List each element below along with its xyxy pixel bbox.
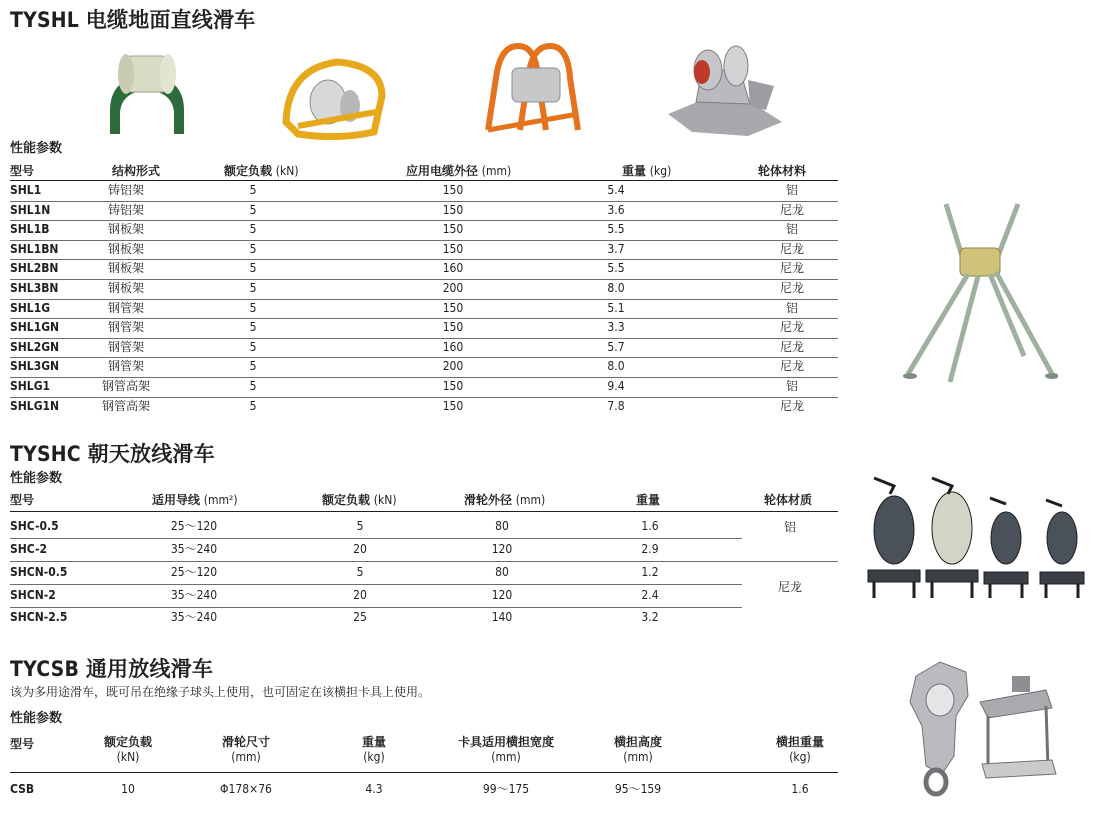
- table-cell: 8.0: [607, 281, 625, 295]
- table-cell: 尼龙: [779, 339, 804, 354]
- product-image-high-stand-roller: [898, 198, 1058, 388]
- s3-header-weight: 重量 (kg): [361, 735, 386, 764]
- table-cell: SHCN-0.5: [10, 565, 68, 579]
- table-cell: 9.4: [607, 379, 625, 393]
- product-image-cast-aluminum-roller: [100, 48, 195, 136]
- table-cell: 2.4: [641, 588, 659, 602]
- table-cell: SHL1BN: [10, 241, 59, 256]
- product-image-universal-pulley: [896, 656, 1086, 802]
- s3-header-crossarm-width: 卡具适用横担宽度 (mm): [457, 735, 554, 764]
- table-cell: 7.8: [607, 398, 625, 413]
- table-cell: 5: [249, 339, 257, 354]
- table-cell: 铝: [785, 379, 798, 393]
- s2-material-nylon: 尼龙: [777, 580, 802, 594]
- s2-header-conductor: 适用导线 (mm²): [152, 493, 238, 507]
- section2-params-label: 性能参数: [10, 471, 63, 486]
- table-cell: 3.6: [607, 202, 625, 217]
- table-cell: 尼龙: [779, 281, 804, 295]
- table-cell: 钢板架: [107, 241, 144, 256]
- s1-header-wheel-material: 轮体材料: [758, 164, 807, 178]
- table-cell: 铸铝架: [107, 183, 144, 197]
- s2-header-rated-load: 额定负载 (kN): [322, 493, 397, 507]
- table-cell: 20: [353, 588, 367, 602]
- table-cell: 钢管架: [107, 320, 144, 335]
- table-cell: 5: [249, 202, 257, 217]
- table-cell: SHC-2: [10, 542, 48, 556]
- table-cell: SHL1: [10, 183, 42, 197]
- table-cell: 5: [356, 565, 364, 579]
- table-cell: CSB: [10, 782, 35, 796]
- table-cell: 5.5: [607, 222, 625, 237]
- table-cell: 160: [442, 339, 464, 354]
- table-cell: 2.9: [641, 542, 659, 556]
- section3-description: 该为多用途滑车，既可吊在绝缘子球头上使用，也可固定在该横担卡具上使用。: [10, 685, 431, 699]
- table-cell: 5: [249, 379, 257, 393]
- table-cell: 1.6: [791, 782, 809, 796]
- table-cell: SHL1N: [10, 202, 51, 217]
- table-cell: SHL2BN: [10, 261, 59, 276]
- s3-header-crossarm-height: 横担高度 (mm): [613, 735, 662, 764]
- table-cell: 150: [442, 379, 464, 393]
- table-cell: 35～240: [170, 588, 218, 602]
- product-image-upward-sheaves: [860, 472, 1092, 604]
- s3-header-rule: [10, 772, 838, 773]
- table-cell: 20: [353, 542, 367, 556]
- table-cell: 35～240: [170, 610, 218, 624]
- table-cell: 尼龙: [779, 359, 804, 374]
- table-cell: SHL1GN: [10, 320, 60, 335]
- table-cell: 1.2: [641, 565, 659, 579]
- table-cell: 150: [442, 300, 464, 315]
- table-cell: SHL1B: [10, 222, 50, 237]
- table-cell: 80: [495, 565, 509, 579]
- table-cell: 5: [249, 281, 257, 295]
- table-cell: 5: [249, 320, 257, 335]
- table-cell: 尼龙: [779, 202, 804, 217]
- table-cell: 尼龙: [779, 241, 804, 256]
- row-divider: [10, 561, 838, 562]
- table-cell: 5.1: [607, 300, 625, 315]
- table-cell: 200: [442, 281, 464, 295]
- table-cell: 5.7: [607, 339, 625, 354]
- section3-title: TYCSB 通用放线滑车: [10, 657, 214, 681]
- table-cell: 25: [353, 610, 367, 624]
- table-cell: 钢板架: [107, 261, 144, 276]
- table-cell: 150: [442, 183, 464, 197]
- table-cell: 5: [249, 241, 257, 256]
- s2-header-model: 型号: [10, 493, 35, 507]
- s1-header-structure: 结构形式: [112, 164, 161, 178]
- s3-header-model: 型号: [10, 737, 35, 751]
- section2-title: TYSHC 朝天放线滑车: [10, 442, 215, 466]
- table-cell: SHLG1: [10, 379, 51, 393]
- table-cell: 150: [442, 241, 464, 256]
- table-cell: 120: [491, 542, 513, 556]
- table-cell: 3.2: [641, 610, 659, 624]
- table-cell: 钢管高架: [101, 398, 150, 413]
- table-cell: 1.6: [641, 519, 659, 533]
- s2-material-aluminum: 铝: [783, 520, 796, 534]
- table-cell: 铝: [785, 300, 798, 315]
- table-cell: 5: [249, 300, 257, 315]
- table-cell: 5.4: [607, 183, 625, 197]
- table-cell: 150: [442, 320, 464, 335]
- table-cell: 35～240: [170, 542, 218, 556]
- s3-header-rated-load: 额定负载 (kN): [103, 735, 152, 764]
- table-cell: 3.3: [607, 320, 625, 335]
- table-cell: 5.5: [607, 261, 625, 276]
- table-cell: 10: [121, 782, 135, 796]
- table-cell: 钢板架: [107, 222, 144, 237]
- table-cell: 尼龙: [779, 261, 804, 276]
- table-cell: Φ178×76: [220, 782, 272, 796]
- table-cell: 8.0: [607, 359, 625, 374]
- table-cell: SHL3BN: [10, 281, 59, 295]
- table-cell: 尼龙: [779, 398, 804, 413]
- table-cell: 钢管架: [107, 300, 144, 315]
- table-cell: 160: [442, 261, 464, 276]
- table-cell: SHLG1N: [10, 398, 60, 413]
- s1-header-model: 型号: [10, 164, 35, 178]
- table-cell: 5: [249, 359, 257, 374]
- table-cell: 铝: [785, 183, 798, 197]
- table-cell: 4.3: [365, 782, 383, 796]
- table-cell: 5: [249, 261, 257, 276]
- table-cell: 钢板架: [107, 281, 144, 295]
- table-cell: 25～120: [170, 565, 218, 579]
- table-cell: SHC-0.5: [10, 519, 59, 533]
- table-cell: 80: [495, 519, 509, 533]
- table-cell: 150: [442, 222, 464, 237]
- table-cell: 150: [442, 398, 464, 413]
- table-cell: SHL2GN: [10, 339, 60, 354]
- table-cell: 5: [249, 398, 257, 413]
- row-divider: [10, 538, 742, 539]
- section1-params-label: 性能参数: [10, 141, 63, 156]
- s2-header-rule: [10, 511, 838, 512]
- table-cell: SHL1G: [10, 300, 51, 315]
- s3-header-pulley-size: 滑轮尺寸 (mm): [221, 735, 270, 764]
- table-cell: 钢管架: [107, 339, 144, 354]
- product-image-steel-plate-roller: [278, 52, 388, 142]
- table-cell: 120: [491, 588, 513, 602]
- s2-header-pulley-diameter: 滑轮外径 (mm): [464, 493, 546, 507]
- s2-header-weight: 重量: [636, 493, 661, 507]
- s1-header-cable-diameter: 应用电缆外径 (mm): [406, 164, 512, 178]
- table-cell: 95～159: [614, 782, 662, 796]
- table-cell: 5: [356, 519, 364, 533]
- table-cell: 3.7: [607, 241, 625, 256]
- s1-header-rated-load: 额定负载 (kN): [224, 164, 299, 178]
- table-cell: 150: [442, 202, 464, 217]
- product-image-cast-bracket-roller: [662, 40, 787, 140]
- table-cell: 钢管架: [107, 359, 144, 374]
- table-cell: 200: [442, 359, 464, 374]
- s2-header-wheel-material: 轮体材质: [764, 493, 813, 507]
- table-cell: 140: [491, 610, 513, 624]
- table-cell: 5: [249, 222, 257, 237]
- table-cell: 5: [249, 183, 257, 197]
- table-cell: 99～175: [482, 782, 530, 796]
- table-cell: 钢管高架: [101, 379, 150, 393]
- s1-header-weight: 重量 (kg): [622, 164, 672, 178]
- product-image-steel-tube-roller: [478, 38, 588, 138]
- row-divider: [10, 607, 742, 608]
- section1-title: TYSHL 电缆地面直线滑车: [10, 8, 256, 32]
- table-cell: 铸铝架: [107, 202, 144, 217]
- table-cell: 尼龙: [779, 320, 804, 335]
- section3-params-label: 性能参数: [10, 711, 63, 726]
- row-divider: [10, 584, 742, 585]
- table-cell: SHL3GN: [10, 359, 60, 374]
- table-cell: 25～120: [170, 519, 218, 533]
- table-cell: SHCN-2.5: [10, 610, 68, 624]
- s3-header-crossarm-weight: 横担重量 (kg): [775, 735, 824, 764]
- table-cell: SHCN-2: [10, 588, 56, 602]
- table-cell: 铝: [785, 222, 798, 237]
